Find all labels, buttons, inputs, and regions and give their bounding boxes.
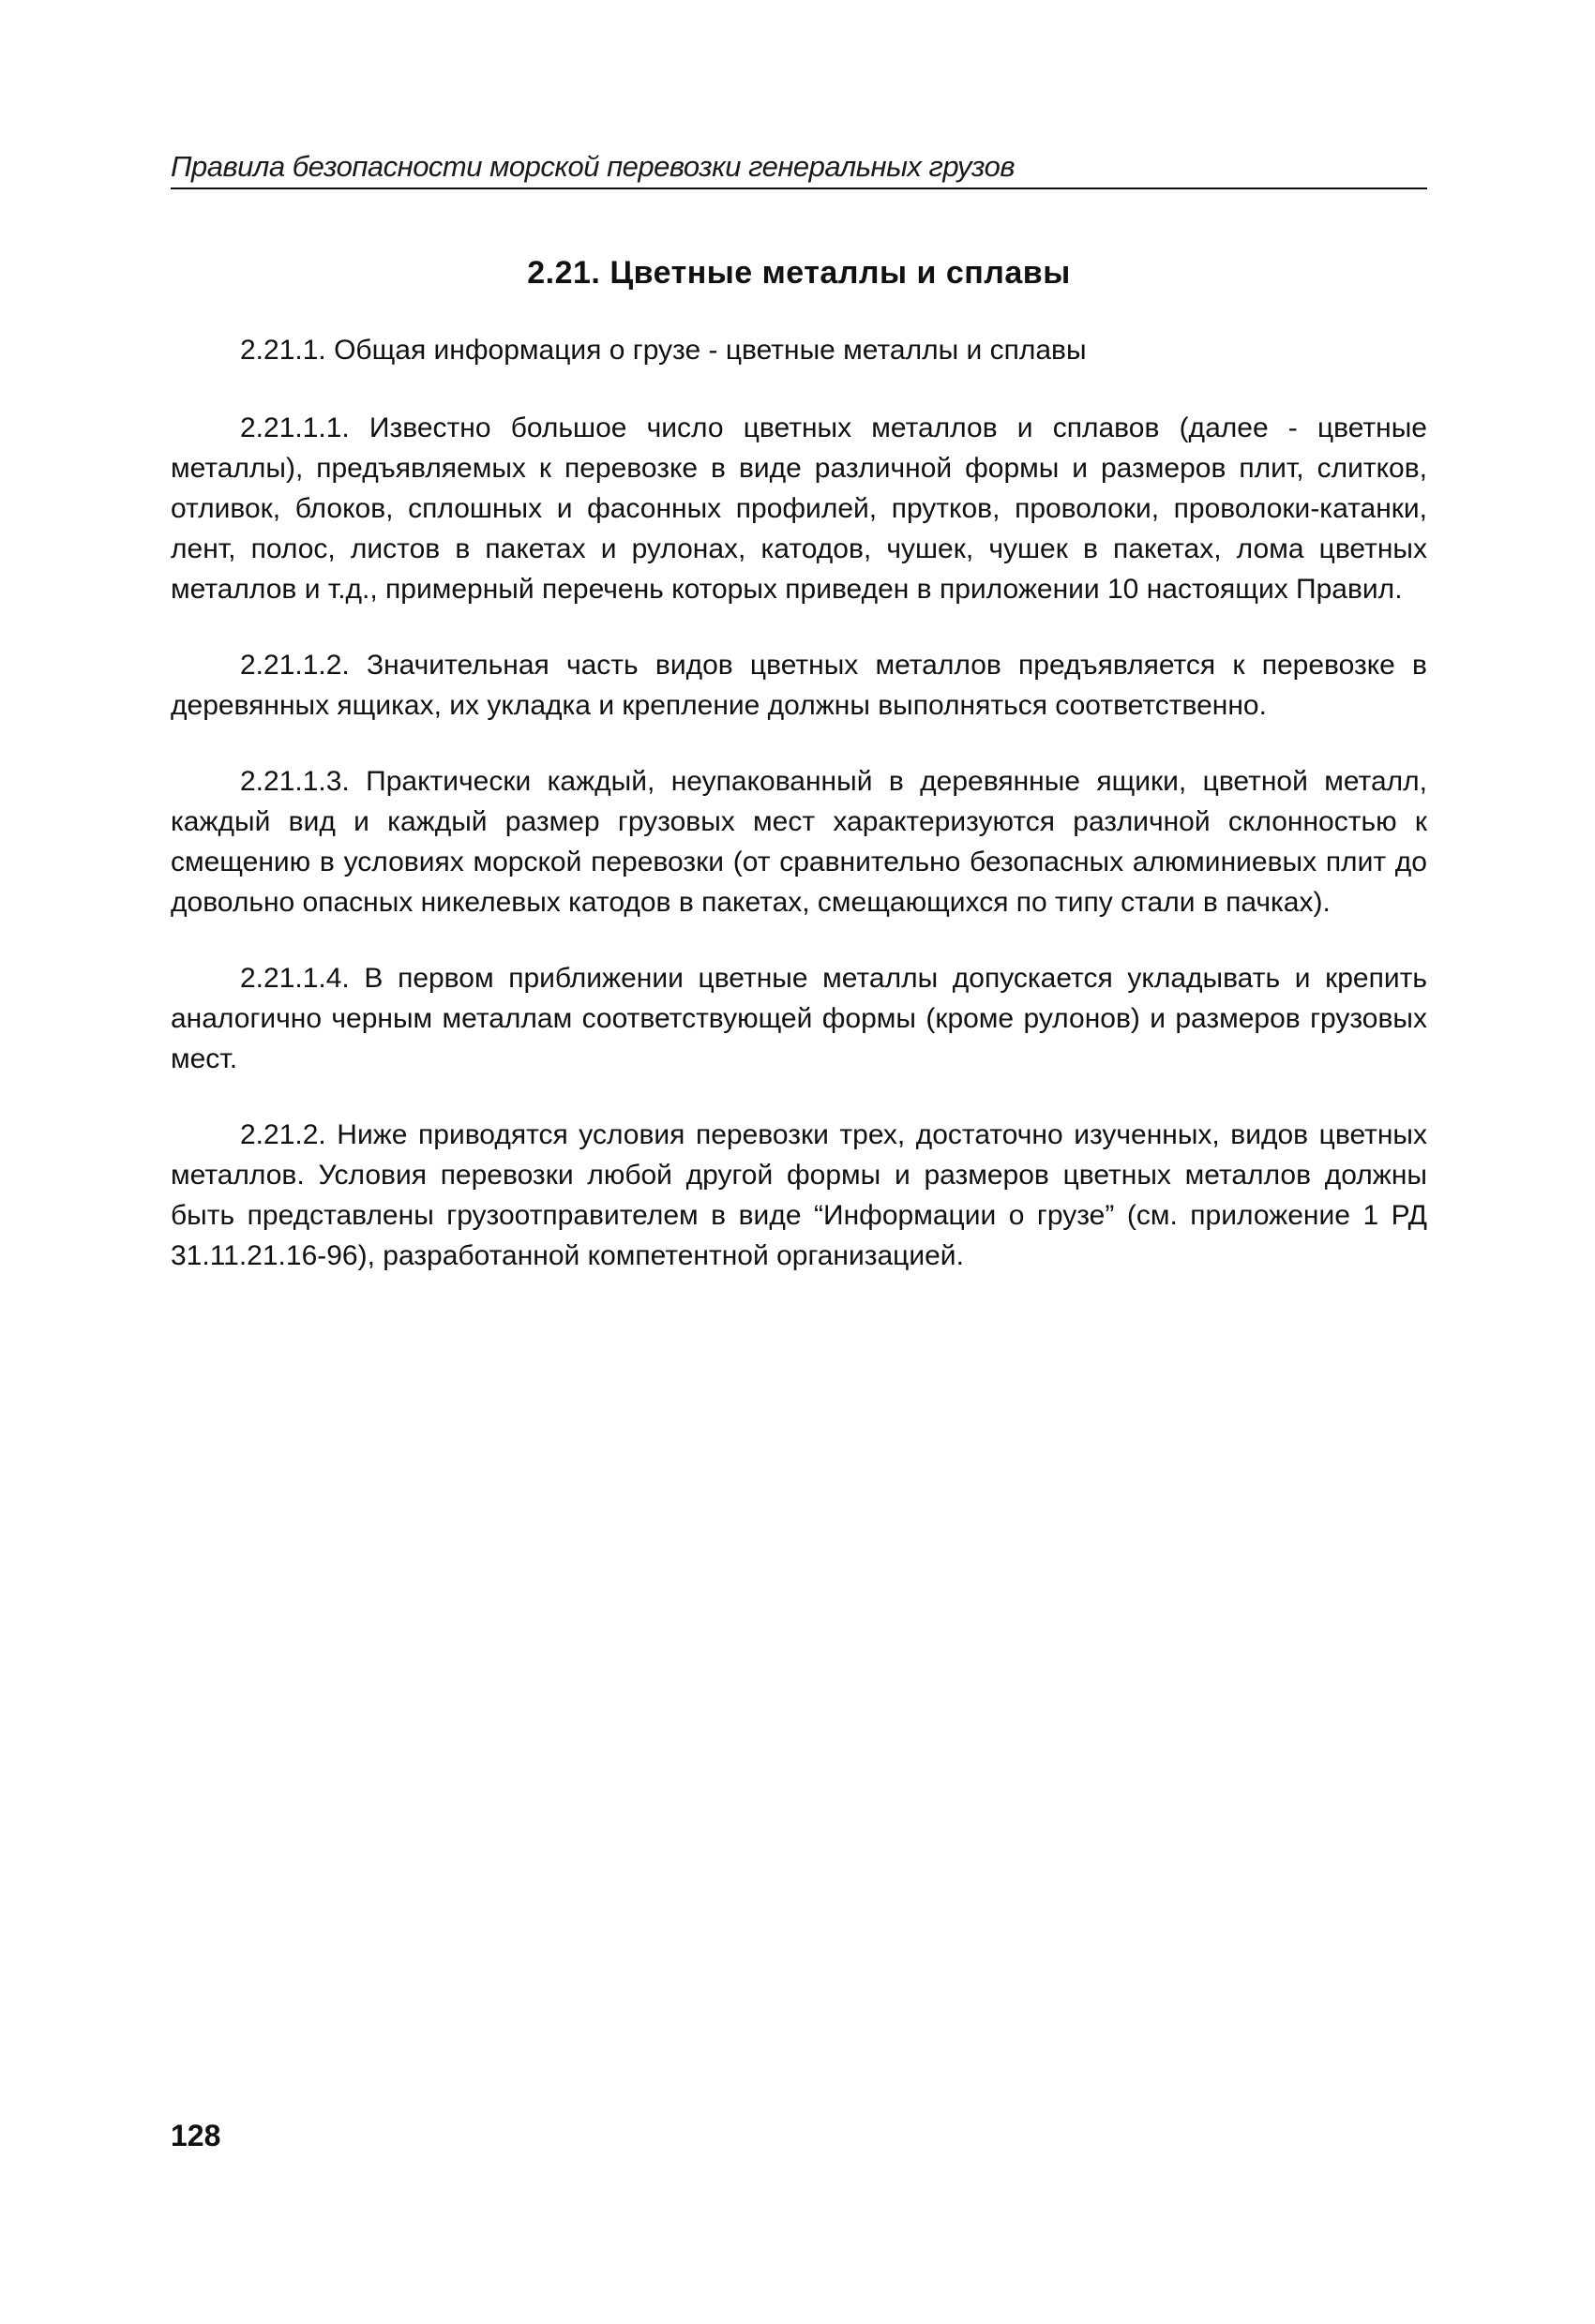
section-title: 2.21. Цветные металлы и сплавы — [527, 255, 1071, 291]
page-number: 128 — [171, 2119, 221, 2152]
subsection-heading-2-21-1: 2.21.1. Общая информация о грузе - цветные металлы и сплавы — [240, 335, 1087, 366]
paragraph-2-21-1-4: 2.21.1.4. В первом приближении цветные металлы допускается укладывать и крепить аналогично черным металлам соответствующей формы (кроме рулонов) и размеров грузовых мест. — [171, 963, 1427, 1074]
paragraph-2-21-2: 2.21.2. Ниже приводятся условия перевозки трех, достаточно изученных, видов цветных металлов. Условия перевозки любой другой формы и размеров цветных металлов должны быть представлены грузоотправителем в виде “Информации о грузе” (см. приложение 1 РД 31.11.21.16-96), разработанной компетентной организацией. — [171, 1119, 1427, 1271]
paragraph-2-21-1-3: 2.21.1.3. Практически каждый, неупакованный в деревянные ящики, цветной металл, каждый вид и каждый размер грузовых мест характеризуются различной склонностью к смещению в условиях морской перевозки (от сравнительно безопасных алюминиевых плит до довольно опасных никелевых катодов в пакетах, смещающихся по типу стали в пачках). — [171, 766, 1427, 918]
section-body — [171, 330, 1427, 1312]
paragraph-2-21-1-2: 2.21.1.2. Значительная часть видов цветных металлов предъявляется к перевозке в деревянных ящиках, их укладка и крепление должны выполняться соответственно. — [171, 650, 1427, 721]
running-header — [171, 150, 1427, 189]
paragraph-2-21-1-1: 2.21.1.1. Известно большое число цветных металлов и сплавов (далее - цветные металлы), предъявляемых к перевозке в виде различной формы и размеров плит, слитков, отливок, блоков, сплошных и фасонных профилей, прутков, проволоки, проволоки-катанки, лент, полос, листов в пакетах и рулонах, катодов, чушек, чушек в пакетах, лома цветных металлов и т.д., примерный перечень которых приведен в приложении 10 настоящих Правил. — [171, 412, 1427, 605]
running-header-title: Правила безопасности морской перевозки генеральных грузов — [171, 150, 1016, 183]
